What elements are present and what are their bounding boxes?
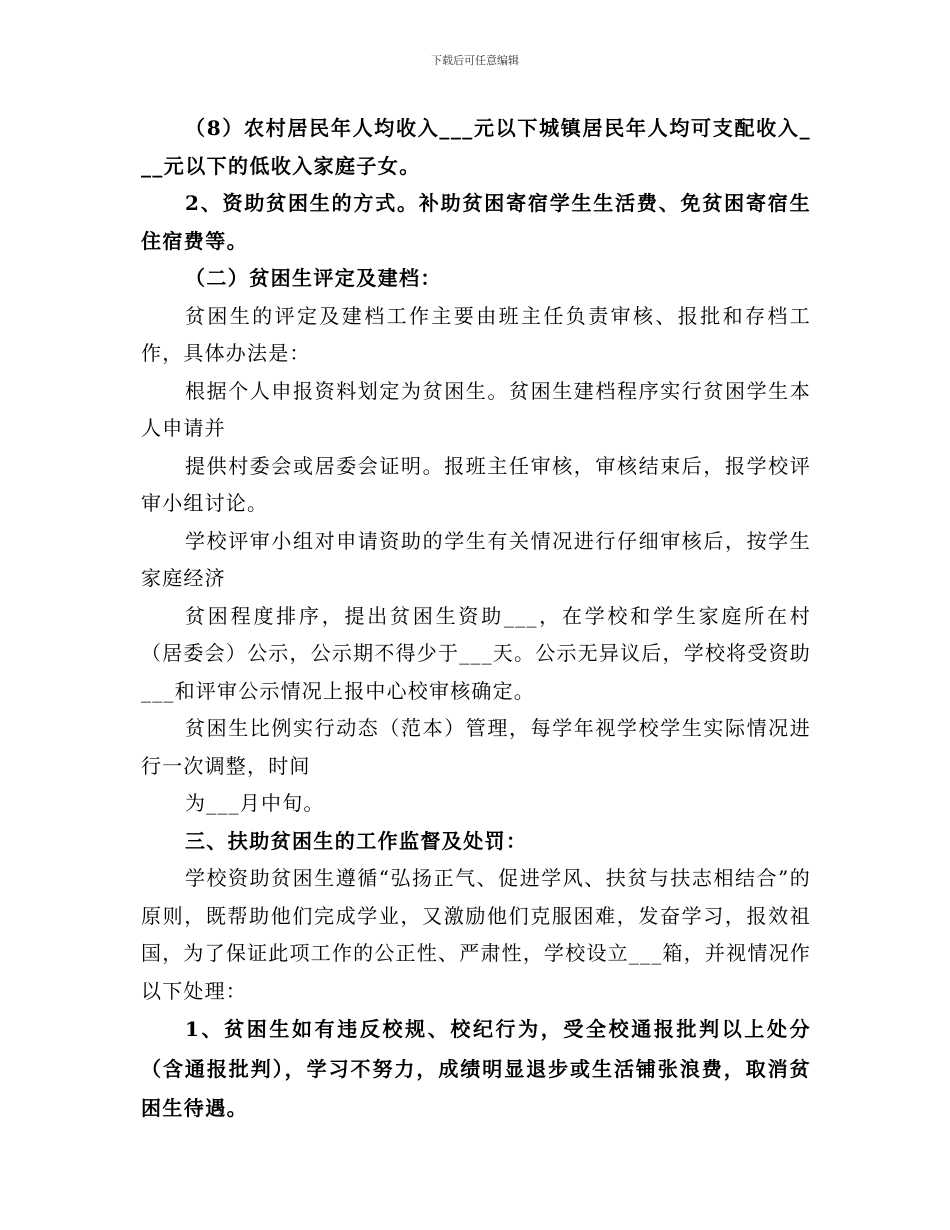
paragraph-ranking-publicity: 贫困程度排序，提出贫困生资助___，在学校和学生家庭所在村（居委会）公示，公示期不得少于___天。公示无异议后，学校将受资助___和评审公示情况上报中心校审核确定。 — [141, 603, 811, 703]
document-body — [141, 110, 811, 1129]
paragraph-certificate: 提供村委会或居委会证明。报班主任审核，审核结束后，报学校评审小组讨论。 — [141, 453, 811, 515]
page-header: 下载后可任意编辑 — [431, 54, 519, 67]
paragraph-evaluation-intro: 贫困生的评定及建档工作主要由班主任负责审核、报批和存档工作，具体办法是： — [141, 303, 811, 365]
paragraph-principles: 学校资助贫困生遵循“弘扬正气、促进学风、扶贫与扶志相结合”的原则，既帮助他们完成学业，又激励他们克服困难，发奋学习，报效祖国，为了保证此项工作的公正性、严肃性，学校设立___箱，并视情况作以下处理： — [141, 866, 811, 1003]
paragraph-aid-method: 2、资助贫困生的方式。补助贫困寄宿学生生活费、免贫困寄宿生住宿费等。 — [141, 191, 811, 253]
paragraph-review-panel: 学校评审小组对申请资助的学生有关情况进行仔细审核后，按学生家庭经济 — [141, 528, 811, 590]
paragraph-income-criteria: （8）农村居民年人均收入___元以下城镇居民年人均可支配收入___元以下的低收入家庭子女。 — [141, 116, 811, 178]
paragraph-dynamic-management: 贫困生比例实行动态（范本）管理，每学年视学校学生实际情况进行一次调整，时间 — [141, 716, 811, 778]
section-heading-evaluation: （二）贫困生评定及建档： — [185, 266, 442, 290]
paragraph-timing: 为___月中旬。 — [185, 791, 325, 815]
section-heading-supervision: 三、扶助贫困生的工作监督及处罚： — [185, 828, 528, 853]
paragraph-application: 根据个人申报资料划定为贫困生。贫困生建档程序实行贫困学生本人申请并 — [141, 378, 811, 440]
paragraph-penalty-1: 1、贫困生如有违反校规、校纪行为，受全校通报批判以上处分（含通报批判），学习不努力，成绩明显退步或生活铺张浪费，取消贫困生待遇。 — [141, 1017, 811, 1120]
